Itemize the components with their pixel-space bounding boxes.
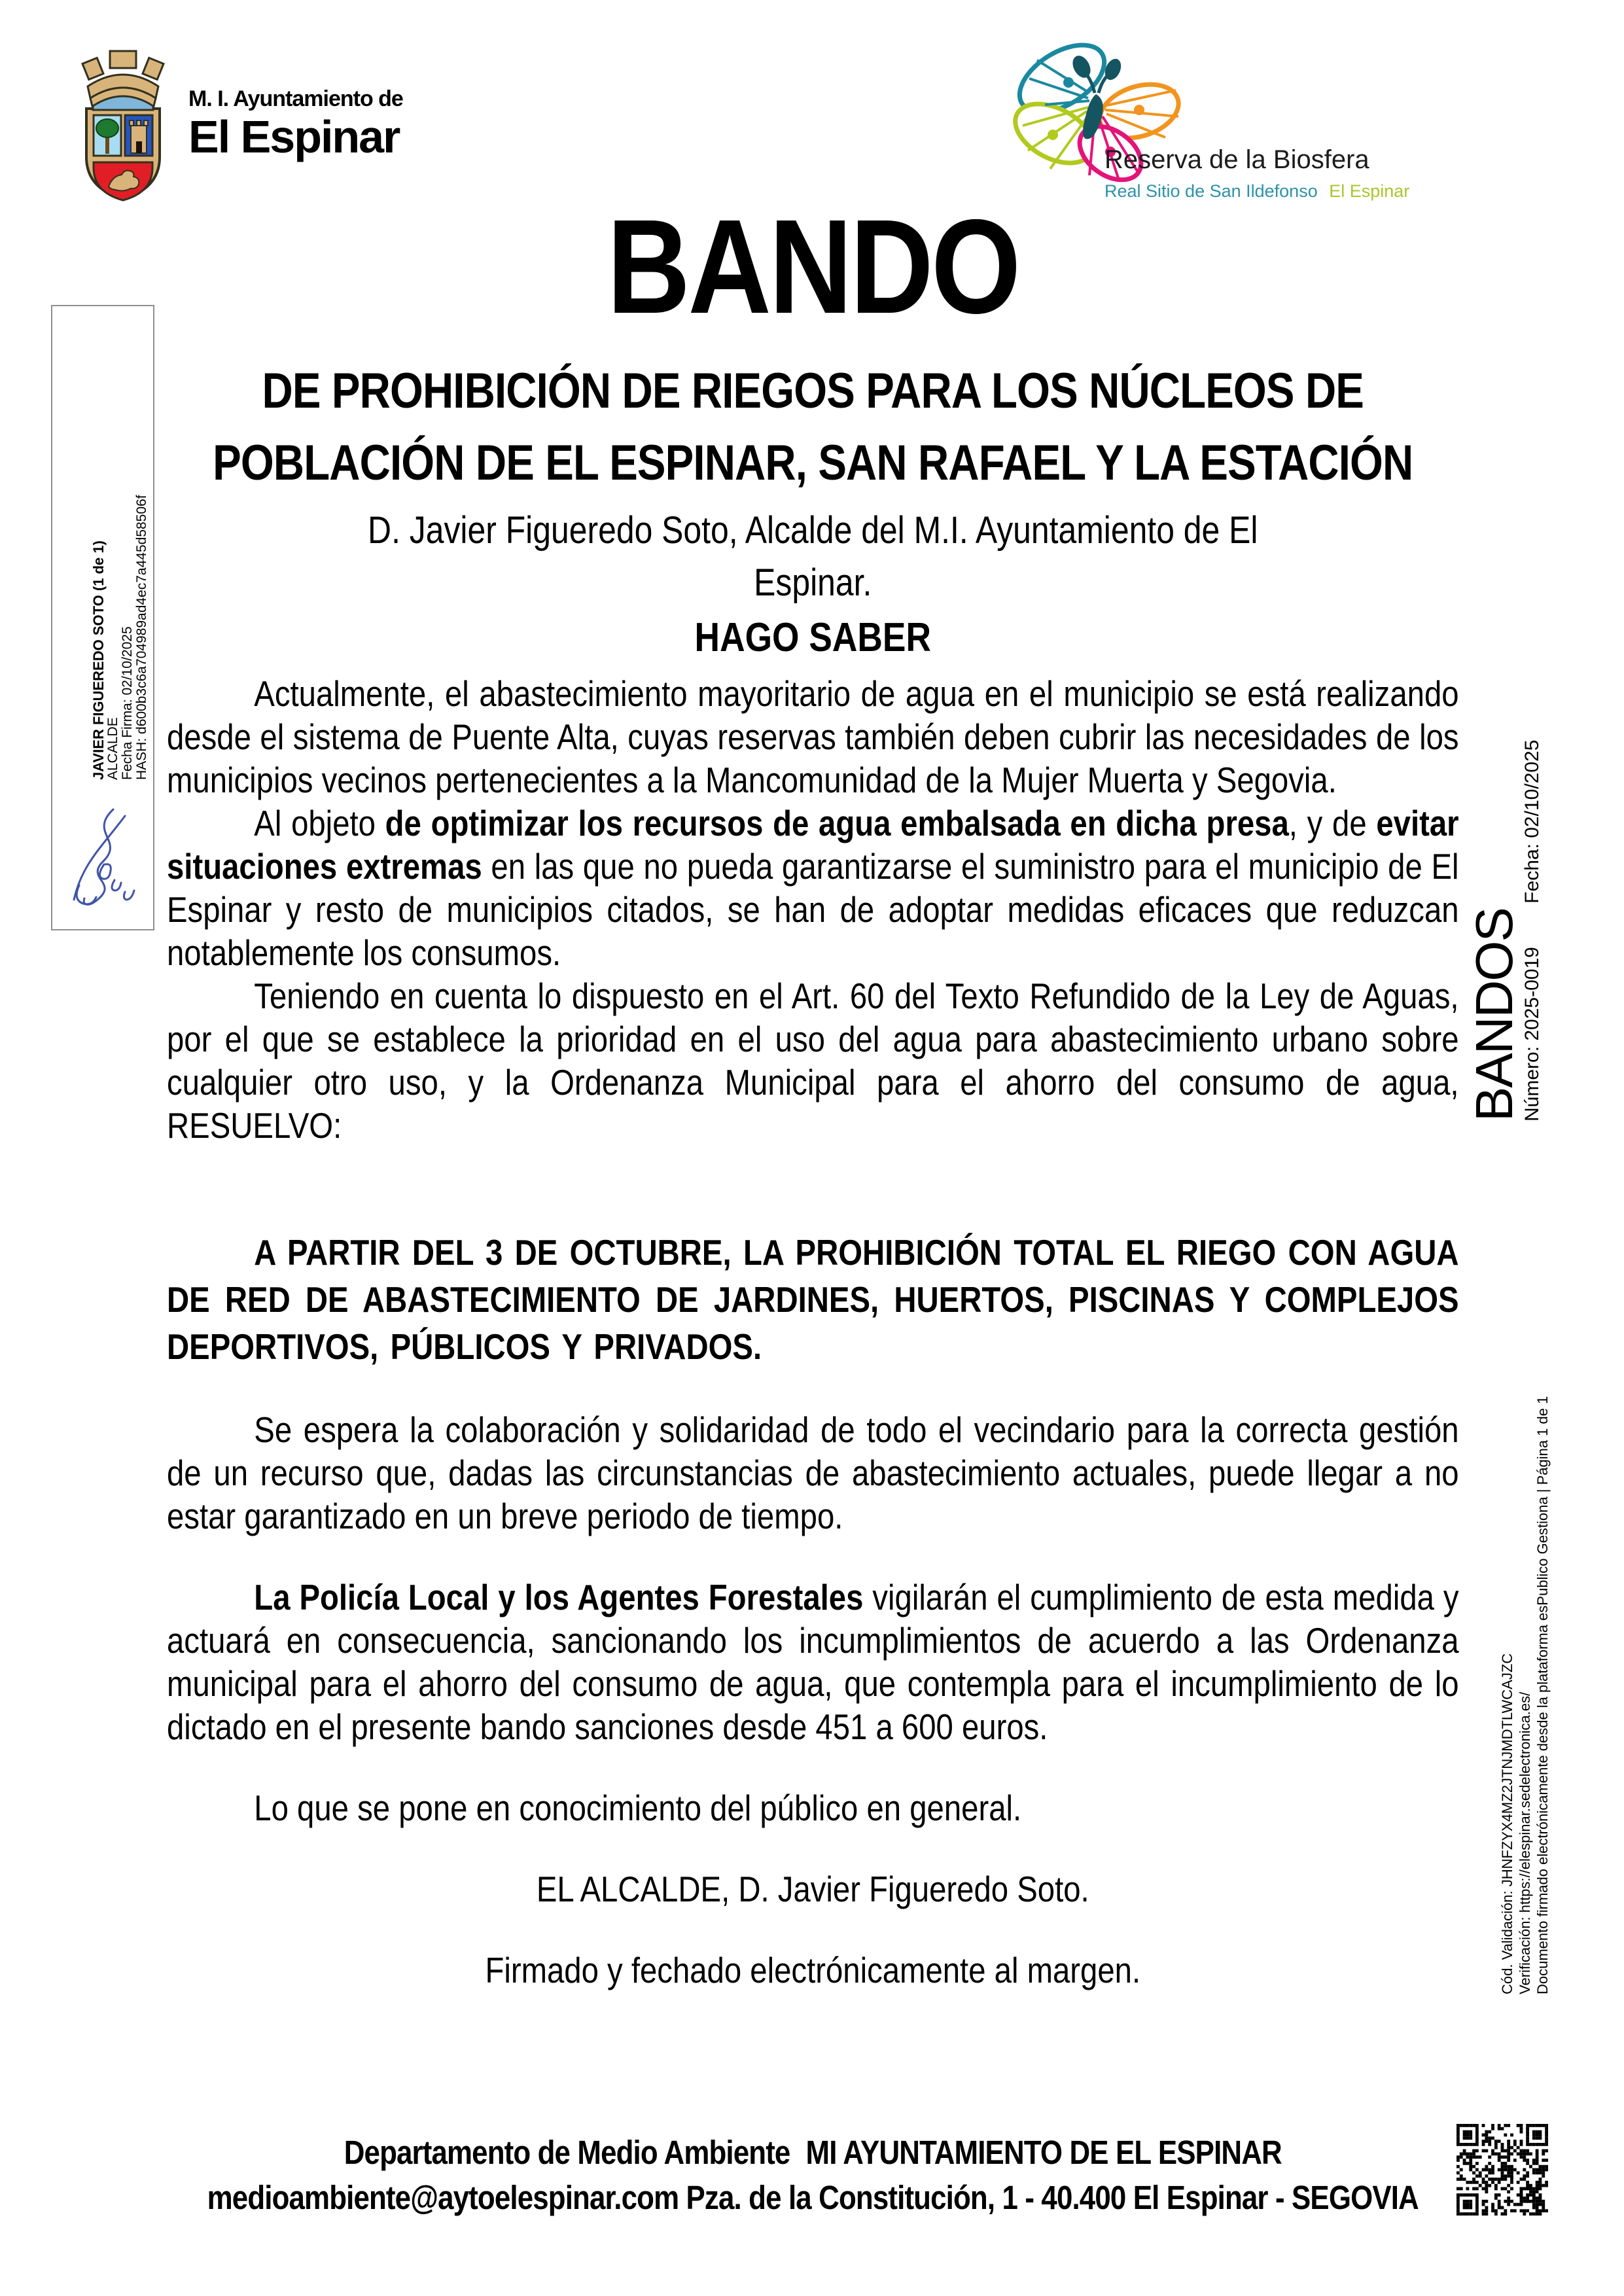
body-paragraph: Teniendo en cuenta lo dispuesto en el Art. 60 del Texto Refundido de la Ley de Aguas, por el que se establece la prioridad en el uso del agua para abastecimiento urbano sobre cualquier otro uso, y la Ordenanza Municipal para el ahorro del consumo de agua, RESUELVO:	[167, 976, 1459, 1146]
body-paragraph: Al objeto de optimizar los recursos de agua embalsada en dicha presa, y de evitar situaciones extremas en las que no pueda garantizarse el suministro para el municipio de El Espinar y resto de municipios citados, se han de adoptar medidas eficaces que reduzcan notablemente los consumos.	[167, 803, 1459, 973]
document-paragraphs	[167, 672, 1459, 1992]
municipality-name-big: El Espinar	[188, 111, 400, 162]
doc-date: Fecha: 02/10/2025	[1521, 739, 1543, 904]
body-paragraph: Firmado y fechado electrónicamente al margen.	[485, 1950, 1141, 1990]
signature-stamp-text	[92, 296, 149, 780]
biosphere-subtitle-town: El Espinar	[1329, 181, 1410, 201]
biosphere-title: Reserva de la Biosfera	[1104, 145, 1369, 174]
validation-code: Cód. Validación: JHNFZYX4MZ2JTNJMDTLWCAJZC	[1499, 1653, 1515, 1994]
coat-of-arms-icon	[76, 46, 170, 203]
doc-type-label: BANDOS	[1465, 908, 1523, 1122]
municipality-name	[188, 88, 403, 160]
signature-hash: HASH: d600b3c6a704989ad4ec7a445d58506f	[134, 495, 149, 780]
author-line: D. Javier Figueredo Soto, Alcalde del M.I. Ayuntamiento de El Espinar.	[368, 509, 1258, 604]
handwritten-signature-icon	[62, 802, 141, 916]
footer-line1	[167, 2130, 1459, 2175]
footer-department: Departamento de Medio Ambiente	[344, 2134, 790, 2171]
doc-number-date	[1521, 739, 1543, 1122]
body-paragraph: EL ALCALDE, D. Javier Figueredo Soto.	[536, 1869, 1089, 1909]
signer-name: JAVIER FIGUEREDO SOTO (1 de 1)	[90, 540, 107, 780]
doc-number: Número: 2025-0019	[1521, 947, 1543, 1122]
document-footer	[167, 2130, 1459, 2220]
body-paragraph: Actualmente, el abastecimiento mayoritario de agua en el municipio se está realizando desde el sistema de Puente Alta, cuyas reservas también deben cubrir las necesidades de los municipios vecinos pertenecientes a la Mancomunidad de la Mujer Muerta y Segovia.	[167, 673, 1459, 800]
validation-margin	[1498, 1392, 1551, 1994]
document-type-margin	[1465, 739, 1543, 1122]
body-paragraph: Lo que se pone en conocimiento del público en general.	[254, 1788, 1022, 1828]
document-content	[167, 192, 1459, 2231]
biosphere-subtitle-site: Real Sitio de San Ildefonso	[1104, 181, 1318, 201]
footer-line2: medioambiente@aytoelespinar.com Pza. de la Constitución, 1 - 40.400 El Espinar - SEGOVIA	[207, 2179, 1419, 2216]
qr-code-icon	[1456, 2124, 1548, 2216]
body-paragraph: A PARTIR DEL 3 DE OCTUBRE, LA PROHIBICIÓN TOTAL EL RIEGO CON AGUA DE RED DE ABASTECIMIENTO DE JARDINES, HUERTOS, PISCINAS Y COMPLEJOS DEPORTIVOS, PÚBLICOS Y PRIVADOS.	[167, 1232, 1459, 1367]
body-paragraph: Se espera la colaboración y solidaridad de todo el vecindario para la correcta gestión de un recurso que, dadas las circunstancias de abastecimiento actuales, puede llegar a no estar garantizado en un breve periodo de tiempo.	[167, 1409, 1459, 1536]
platform-line: Documento firmado electrónicamente desde la plataforma esPublico Gestiona | Página 1 de 1	[1534, 1396, 1551, 1994]
page-title: BANDO	[607, 192, 1019, 342]
signature-date: Fecha Firma: 02/10/2025	[120, 626, 135, 780]
body-paragraph: La Policía Local y los Agentes Forestales vigilarán el cumplimiento de esta medida y actuará en consecuencia, sancionando los incumplimientos de acuerdo a las Ordenanza municipal para el ahorro del consumo de agua, que contempla para el incumplimiento de lo dictado en el presente bando sanciones desde 451 a 600 euros.	[167, 1577, 1459, 1747]
verification-url: Verificación: https://elespinar.sedelectronica.es/	[1517, 1691, 1533, 1994]
biosphere-subtitle	[1104, 181, 1412, 202]
biosphere-logo-text	[1104, 145, 1412, 202]
document-subtitle: DE PROHIBICIÓN DE RIEGOS PARA LOS NÚCLEOS DE POBLACIÓN DE EL ESPINAR, SAN RAFAEL Y LA ESTACIÓN	[213, 363, 1413, 491]
proclamation-heading: HAGO SABER	[694, 615, 931, 660]
footer-organization: MI AYUNTAMIENTO DE EL ESPINAR	[805, 2134, 1282, 2171]
signer-role: ALCALDE	[105, 717, 120, 780]
municipality-name-small: M. I. Ayuntamiento de	[188, 86, 403, 111]
